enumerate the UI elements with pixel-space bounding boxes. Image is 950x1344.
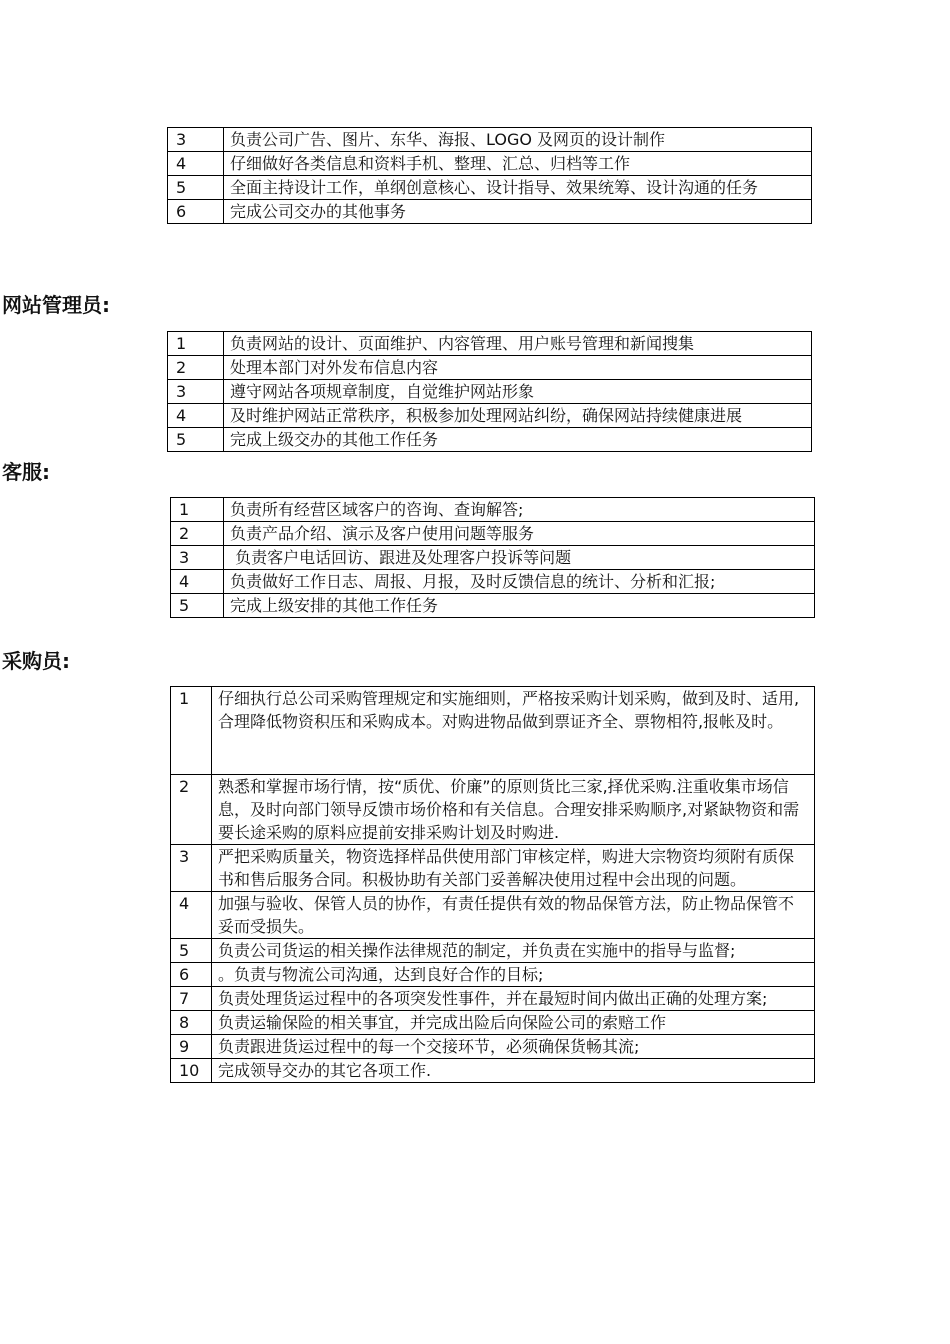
row-number: 2 <box>171 775 212 845</box>
row-number: 2 <box>171 522 224 546</box>
table-row <box>171 963 815 987</box>
row-text: 全面主持设计工作，单纲创意核心、设计指导、效果统筹、设计沟通的任务 <box>224 176 812 200</box>
table-row <box>171 522 815 546</box>
table-row <box>171 1059 815 1083</box>
row-text: 及时维护网站正常秩序，积极参加处理网站纠纷，确保网站持续健康进展 <box>224 404 812 428</box>
row-text: 负责产品介绍、演示及客户使用问题等服务 <box>224 522 815 546</box>
table-row <box>171 845 815 892</box>
table-row <box>171 570 815 594</box>
design-duties-table <box>167 127 812 224</box>
row-number: 3 <box>168 380 224 404</box>
row-number: 3 <box>171 845 212 892</box>
row-text: 完成上级交办的其他工作任务 <box>224 428 812 452</box>
webmaster-duties-table <box>167 331 812 452</box>
table-row <box>171 546 815 570</box>
table-row <box>171 775 815 845</box>
row-number: 6 <box>171 963 212 987</box>
section-heading-purchaser: 采购员: <box>2 649 70 673</box>
row-text: 完成公司交办的其他事务 <box>224 200 812 224</box>
table-row <box>171 1011 815 1035</box>
table-row <box>168 152 812 176</box>
table-row <box>171 687 815 775</box>
row-number: 3 <box>168 128 224 152</box>
row-number: 1 <box>171 498 224 522</box>
row-text: 负责处理货运过程中的各项突发性事件，并在最短时间内做出正确的处理方案; <box>212 987 815 1011</box>
table-row <box>171 987 815 1011</box>
row-text: 负责所有经营区域客户的咨询、查询解答; <box>224 498 815 522</box>
table-row <box>171 594 815 618</box>
table-row <box>171 939 815 963</box>
row-number: 3 <box>171 546 224 570</box>
row-number: 1 <box>168 332 224 356</box>
table-row <box>171 498 815 522</box>
table-row <box>168 380 812 404</box>
row-text: 仔细执行总公司采购管理规定和实施细则，严格按采购计划采购，做到及时、适用,合理降低物资积压和采购成本。对购进物品做到票证齐全、票物相符,报帐及时。 <box>212 687 815 775</box>
row-number: 6 <box>168 200 224 224</box>
table-row <box>168 332 812 356</box>
row-number: 5 <box>171 594 224 618</box>
row-text: 负责做好工作日志、周报、月报，及时反馈信息的统计、分析和汇报; <box>224 570 815 594</box>
section-heading-webmaster: 网站管理员: <box>2 293 110 317</box>
row-number: 5 <box>168 428 224 452</box>
row-text: 负责公司货运的相关操作法律规范的制定，并负责在实施中的指导与监督; <box>212 939 815 963</box>
row-text: 遵守网站各项规章制度，自觉维护网站形象 <box>224 380 812 404</box>
row-number: 4 <box>171 570 224 594</box>
row-number: 4 <box>168 152 224 176</box>
row-text: 仔细做好各类信息和资料手机、整理、汇总、归档等工作 <box>224 152 812 176</box>
row-text: 负责网站的设计、页面维护、内容管理、用户账号管理和新闻搜集 <box>224 332 812 356</box>
row-number: 5 <box>168 176 224 200</box>
row-text: 加强与验收、保管人员的协作，有责任提供有效的物品保管方法，防止物品保管不妥而受损失。 <box>212 892 815 939</box>
section-heading-customer-service: 客服: <box>2 460 50 484</box>
row-text: 负责跟进货运过程中的每一个交接环节，必须确保货畅其流; <box>212 1035 815 1059</box>
row-number: 2 <box>168 356 224 380</box>
row-number: 8 <box>171 1011 212 1035</box>
row-number: 10 <box>171 1059 212 1083</box>
table-row <box>168 128 812 152</box>
table-row <box>168 200 812 224</box>
table-row <box>168 428 812 452</box>
row-text: 负责公司广告、图片、东华、海报、LOGO 及网页的设计制作 <box>224 128 812 152</box>
row-number: 4 <box>168 404 224 428</box>
table-row <box>168 176 812 200</box>
row-number: 5 <box>171 939 212 963</box>
row-text: 负责客户电话回访、跟进及处理客户投诉等问题 <box>224 546 815 570</box>
row-text: 负责运输保险的相关事宜，并完成出险后向保险公司的索赔工作 <box>212 1011 815 1035</box>
row-text: 。负责与物流公司沟通，达到良好合作的目标; <box>212 963 815 987</box>
row-text: 完成领导交办的其它各项工作. <box>212 1059 815 1083</box>
row-text: 熟悉和掌握市场行情，按“质优、价廉”的原则货比三家,择优采购.注重收集市场信息，及时向部门领导反馈市场价格和有关信息。合理安排采购顺序,对紧缺物资和需要长途采购的原料应提前安排采购计划及时购进. <box>212 775 815 845</box>
table-row <box>168 404 812 428</box>
row-text: 完成上级安排的其他工作任务 <box>224 594 815 618</box>
row-text: 严把采购质量关，物资选择样品供使用部门审核定样，购进大宗物资均须附有质保书和售后服务合同。积极协助有关部门妥善解决使用过程中会出现的问题。 <box>212 845 815 892</box>
purchaser-duties-table <box>170 686 815 1083</box>
table-row <box>171 1035 815 1059</box>
row-number: 1 <box>171 687 212 775</box>
row-text: 处理本部门对外发布信息内容 <box>224 356 812 380</box>
row-number: 7 <box>171 987 212 1011</box>
customer-service-duties-table <box>170 497 815 618</box>
row-number: 4 <box>171 892 212 939</box>
table-row <box>171 892 815 939</box>
row-number: 9 <box>171 1035 212 1059</box>
table-row <box>168 356 812 380</box>
